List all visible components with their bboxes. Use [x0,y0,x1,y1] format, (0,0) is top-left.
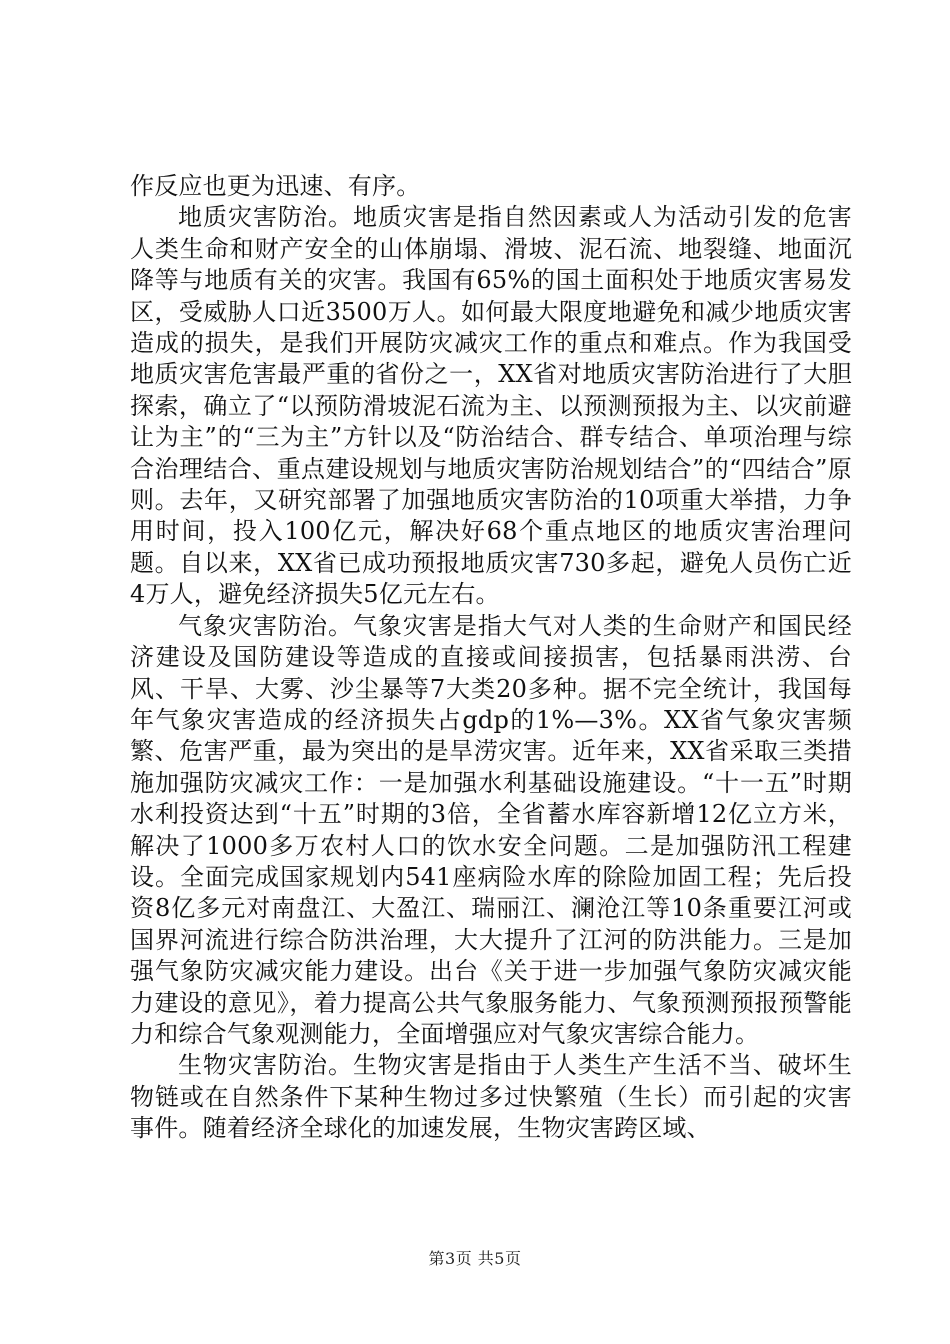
paragraph-continuation: 作反应也更为迅速、有序。 [130,172,421,200]
paragraph-meteorological-disaster: 气象灾害防治。气象灾害是指大气对人类的生命财产和国民经济建设及国防建设等造成的直接或间接损害，包括暴雨洪涝、台风、干旱、大雾、沙尘暴等7大类20多种。据不完全统计，我国每年气象灾害造成的经济损失占gdp的1%—3%。XX省气象灾害频繁、危害严重，最为突出的是旱涝灾害。近年来，XX省采取三类措施加强防灾减灾工作：一是加强水利基础设施建设。“十一五”时期水利投资达到“十五”时期的3倍，全省蓄水库容新增12亿立方米，解决了1000多万农村人口的饮水安全问题。二是加强防汛工程建设。全面完成国家规划内541座病险水库的除险加固工程；先后投资8亿多元对南盘江、大盈江、瑞丽江、澜沧江等10条重要江河或国界河流进行综合防洪治理，大大提升了江河的防洪能力。三是加强气象防灾减灾能力建设。出台《关于进一步加强气象防灾减灾能力建设的意见》，着力提高公共气象服务能力、气象预测预报预警能力和综合气象观测能力，全面增强应对气象灾害综合能力。 [130,611,852,1048]
document-body [130,171,852,1145]
paragraph-geological-disaster: 地质灾害防治。地质灾害是指自然因素或人为活动引发的危害人类生命和财产安全的山体崩塌、滑坡、泥石流、地裂缝、地面沉降等与地质有关的灾害。我国有65%的国土面积处于地质灾害易发区，受威胁人口近3500万人。如何最大限度地避免和减少地质灾害造成的损失，是我们开展防灾减灾工作的重点和难点。作为我国受地质灾害危害最严重的省份之一，XX省对地质灾害防治进行了大胆探索，确立了“以预防滑坡泥石流为主、以预测预报为主、以灾前避让为主”的“三为主”方针以及“防治结合、群专结合、单项治理与综合治理结合、重点建设规划与地质灾害防治规划结合”的“四结合”原则。去年，又研究部署了加强地质灾害防治的10项重大举措，力争用时间，投入100亿元，解决好68个重点地区的地质灾害治理问题。自以来，XX省已成功预报地质灾害730多起，避免人员伤亡近4万人，避免经济损失5亿元左右。 [130,203,852,609]
page-number-footer: 第3页 共5页 [428,1249,522,1268]
paragraph-biological-disaster: 生物灾害防治。生物灾害是指由于人类生产生活不当、破坏生物链或在自然条件下某种生物过多过快繁殖（生长）而引起的灾害事件。随着经济全球化的加速发展，生物灾害跨区域、 [130,1051,852,1143]
